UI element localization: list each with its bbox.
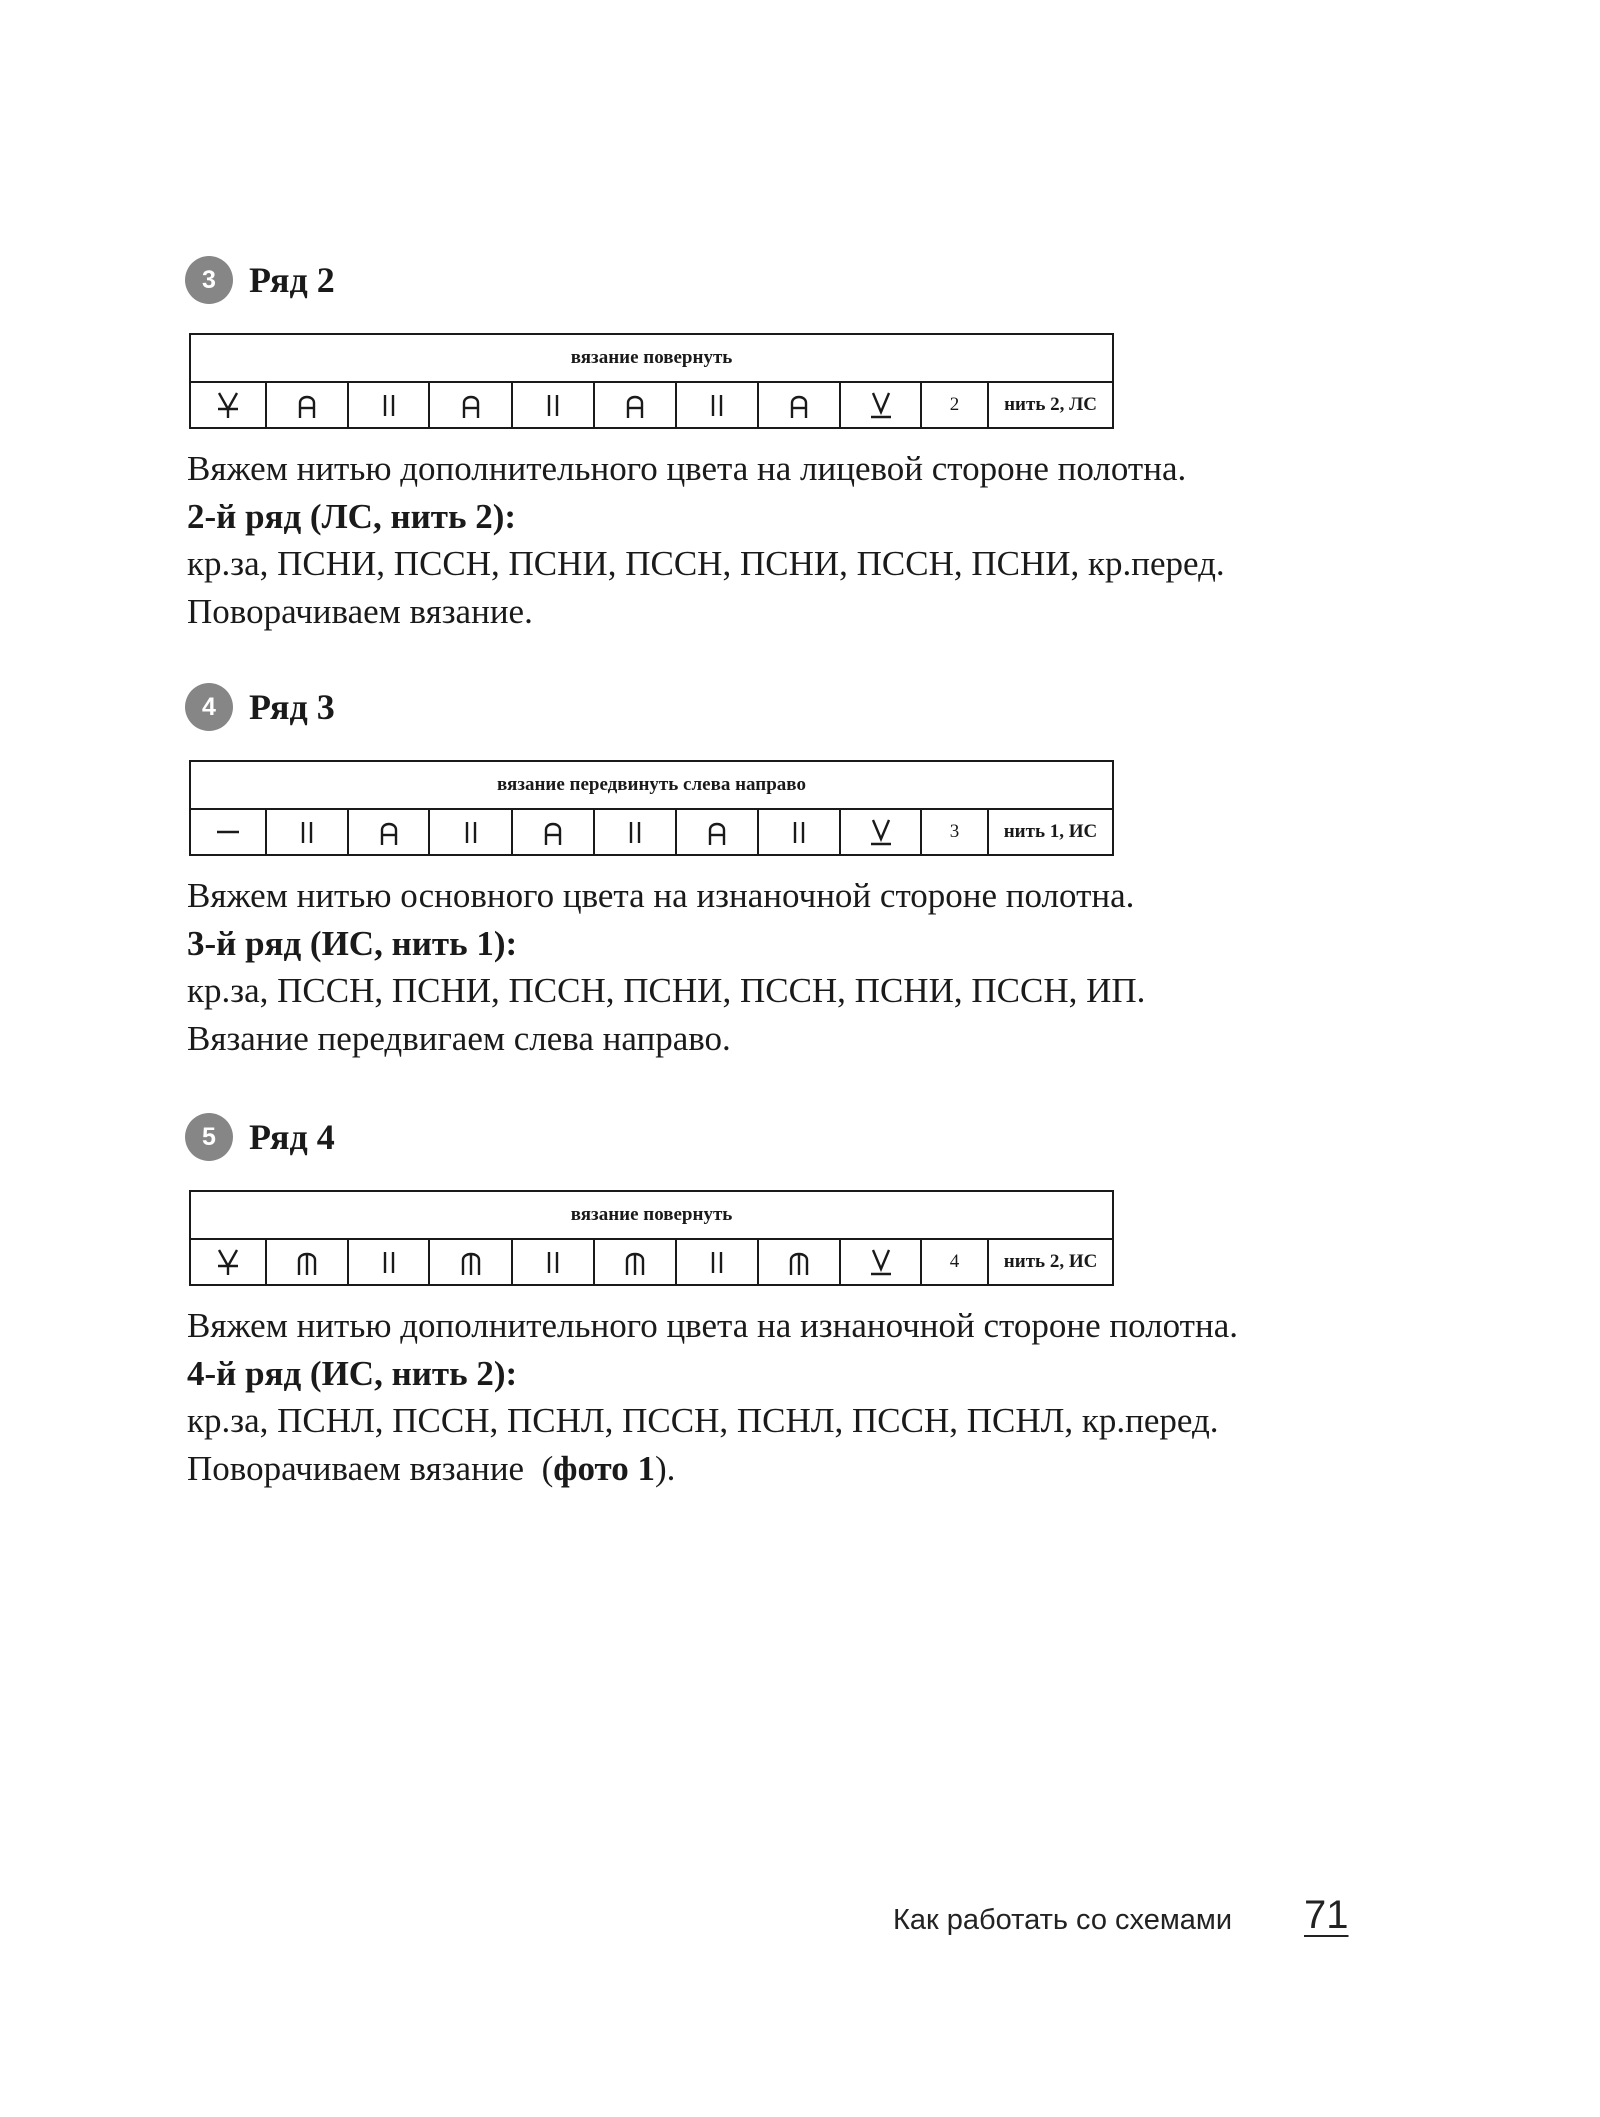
row-4-section	[0, 1113, 1600, 1513]
chart-thread-label: нить 1, ИС	[988, 809, 1113, 855]
chart-symbol-cell	[840, 809, 921, 855]
chapter-title: Как работать со схемами	[893, 1904, 1233, 1936]
arch-stem-icon	[622, 1247, 648, 1277]
arch-crossbar-icon	[294, 390, 320, 420]
row-3-section	[0, 683, 1600, 1083]
chart-symbol-cell	[190, 1239, 266, 1285]
chart-symbol-cell	[594, 382, 676, 428]
chart-symbol-cell	[429, 809, 512, 855]
chart-symbol-cell	[348, 1239, 429, 1285]
v-underbar-icon	[868, 390, 894, 420]
arch-stem-icon	[458, 1247, 484, 1277]
chart-header: вязание повернуть	[190, 334, 1113, 382]
double-bar-icon	[540, 390, 566, 420]
chart-symbol-cell	[190, 382, 266, 428]
v-crossbar-icon	[215, 390, 241, 420]
section-title: Ряд 2	[249, 260, 335, 300]
photo-reference: фото 1	[553, 1448, 655, 1488]
chart-thread-label: нить 2, ИС	[988, 1239, 1113, 1285]
chart-header: вязание передвинуть слева направо	[190, 761, 1113, 809]
stitch-sequence: кр.за, ПСНИ, ПССН, ПСНИ, ПССН, ПСНИ, ПССН, ПСНИ, кр.перед.	[187, 544, 1225, 583]
knitting-chart	[189, 333, 1114, 429]
chart-symbol-cell	[266, 382, 348, 428]
closing-text: Поворачиваем вязание (	[187, 1448, 554, 1488]
chart-symbol-cell	[190, 809, 266, 855]
chart-symbol-cell	[840, 1239, 921, 1285]
step-badge: 4	[185, 683, 233, 731]
row-2-section	[0, 256, 1600, 656]
row-label: 2-й ряд (ЛС, нить 2):	[187, 496, 517, 536]
section-title: Ряд 4	[249, 1117, 335, 1157]
chart-symbol-cell	[840, 382, 921, 428]
knitting-chart	[189, 1190, 1114, 1286]
double-bar-icon	[622, 817, 648, 847]
chart-symbol-cell	[429, 382, 512, 428]
arch-crossbar-icon	[458, 390, 484, 420]
arch-crossbar-icon	[376, 817, 402, 847]
row-instructions	[187, 1302, 1238, 1492]
dash-icon	[215, 817, 241, 847]
chart-symbol-cell	[758, 1239, 840, 1285]
chart-symbol-cell	[266, 809, 348, 855]
instruction-closing	[187, 1445, 1238, 1493]
row-instructions	[187, 872, 1145, 1062]
chart-symbol-cell	[266, 1239, 348, 1285]
page-number: 71	[1304, 1893, 1349, 1937]
row-label: 3-й ряд (ИС, нить 1):	[187, 923, 518, 963]
section-title: Ряд 3	[249, 687, 335, 727]
chart-symbol-cell	[758, 809, 840, 855]
arch-crossbar-icon	[786, 390, 812, 420]
chart-row-number: 3	[921, 809, 988, 855]
stitch-sequence: кр.за, ПСНЛ, ПССН, ПСНЛ, ПССН, ПСНЛ, ПССН, ПСНЛ, кр.перед.	[187, 1401, 1219, 1440]
row-label: 4-й ряд (ИС, нить 2):	[187, 1353, 518, 1393]
row-instructions	[187, 445, 1225, 635]
chart-symbol-cell	[594, 809, 676, 855]
chart-symbol-cell	[512, 382, 594, 428]
chart-symbol-cell	[429, 1239, 512, 1285]
double-bar-icon	[376, 390, 402, 420]
chart-row-number: 4	[921, 1239, 988, 1285]
instruction-intro: Вяжем нитью основного цвета на изнаночной стороне полотна.	[187, 876, 1135, 915]
step-badge: 5	[185, 1113, 233, 1161]
chart-header: вязание повернуть	[190, 1191, 1113, 1239]
double-bar-icon	[704, 1247, 730, 1277]
chart-row-number: 2	[921, 382, 988, 428]
step-badge: 3	[185, 256, 233, 304]
double-bar-icon	[458, 817, 484, 847]
arch-crossbar-icon	[704, 817, 730, 847]
arch-crossbar-icon	[540, 817, 566, 847]
chart-thread-label: нить 2, ЛС	[988, 382, 1113, 428]
double-bar-icon	[786, 817, 812, 847]
double-bar-icon	[294, 817, 320, 847]
arch-crossbar-icon	[622, 390, 648, 420]
double-bar-icon	[540, 1247, 566, 1277]
chart-symbol-cell	[348, 809, 429, 855]
stitch-sequence: кр.за, ПССН, ПСНИ, ПССН, ПСНИ, ПССН, ПСНИ, ПССН, ИП.	[187, 971, 1146, 1010]
instruction-closing: Поворачиваем вязание.	[187, 591, 533, 631]
arch-stem-icon	[294, 1247, 320, 1277]
chart-symbol-cell	[676, 382, 758, 428]
v-underbar-icon	[868, 817, 894, 847]
knitting-chart	[189, 760, 1114, 856]
v-crossbar-icon	[215, 1247, 241, 1277]
chart-symbol-cell	[676, 809, 758, 855]
v-underbar-icon	[868, 1247, 894, 1277]
chart-symbol-cell	[758, 382, 840, 428]
chart-symbol-cell	[594, 1239, 676, 1285]
chart-symbol-cell	[676, 1239, 758, 1285]
arch-stem-icon	[786, 1247, 812, 1277]
double-bar-icon	[704, 390, 730, 420]
instruction-intro: Вяжем нитью дополнительного цвета на изнаночной стороне полотна.	[187, 1306, 1238, 1345]
closing-end: ).	[655, 1448, 676, 1488]
chart-symbol-cell	[348, 382, 429, 428]
double-bar-icon	[376, 1247, 402, 1277]
instruction-intro: Вяжем нитью дополнительного цвета на лицевой стороне полотна.	[187, 449, 1187, 488]
instruction-closing: Вязание передвигаем слева направо.	[187, 1018, 731, 1058]
chart-symbol-cell	[512, 809, 594, 855]
chart-symbol-cell	[512, 1239, 594, 1285]
